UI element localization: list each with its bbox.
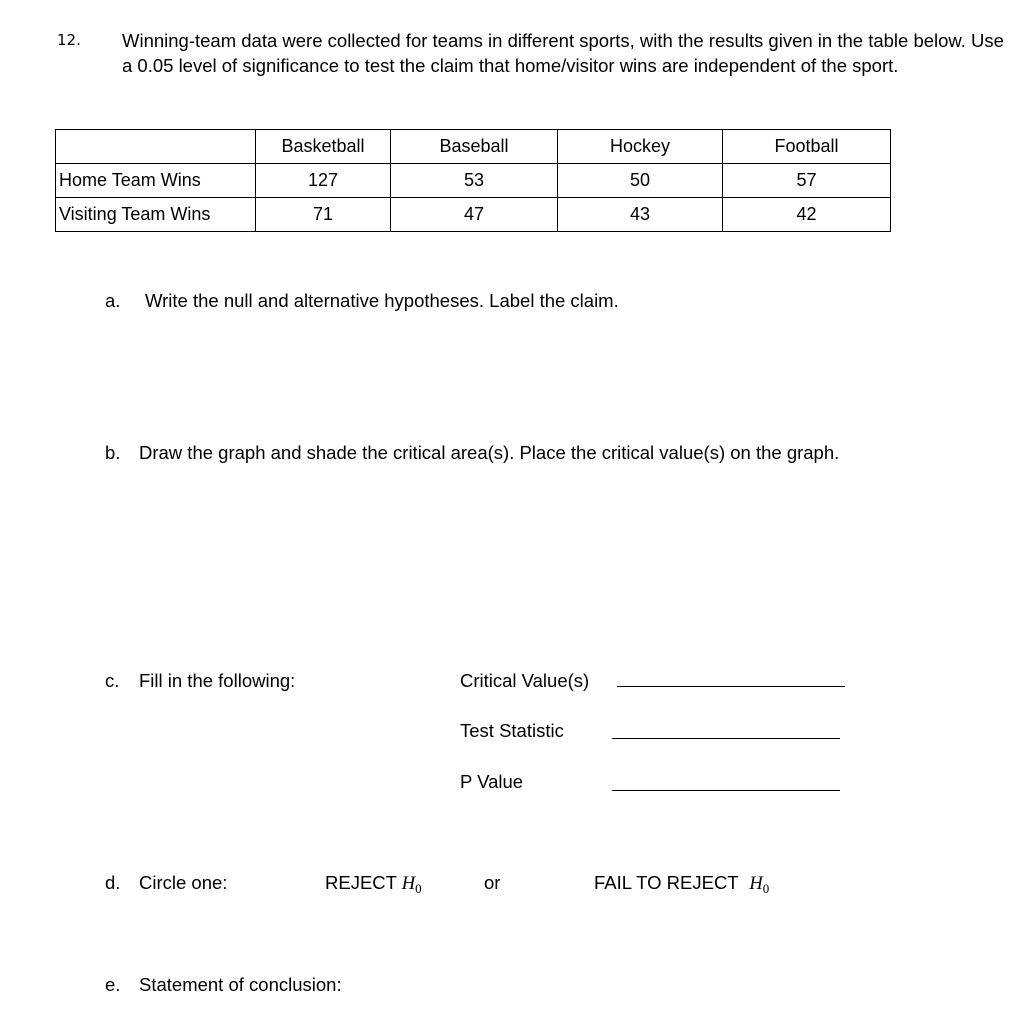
test-statistic-blank[interactable] (612, 738, 840, 739)
part-e-letter: e. (105, 974, 121, 995)
table-cell: 50 (558, 164, 723, 198)
table-cell: 53 (391, 164, 558, 198)
part-d-text: Circle one: (139, 872, 228, 893)
reject-option[interactable] (325, 872, 422, 897)
winning-team-table (55, 129, 891, 232)
fail-to-reject-label: FAIL TO REJECT (594, 872, 739, 893)
table-row (56, 164, 891, 198)
p-value-label: P Value (460, 771, 524, 792)
table-header-cell: Football (723, 130, 891, 164)
row-label: Home Team Wins (56, 164, 256, 198)
h-null-symbol: $H_0$ (401, 874, 422, 896)
table-header-cell: Baseball (391, 130, 558, 164)
part-b-letter: b. (105, 442, 121, 463)
part-c-text: Fill in the following: (139, 670, 296, 691)
table-cell: 71 (256, 198, 391, 232)
part-a-letter: a. (105, 290, 121, 311)
question-number: 12. (57, 31, 81, 49)
table-header-row (56, 130, 891, 164)
test-statistic-label: Test Statistic (460, 720, 564, 741)
part-e-text: Statement of conclusion: (139, 974, 342, 995)
table-cell: 47 (391, 198, 558, 232)
table-cell: 57 (723, 164, 891, 198)
table-cell: 43 (558, 198, 723, 232)
critical-value-label: Critical Value(s) (460, 670, 590, 691)
p-value-blank[interactable] (612, 790, 840, 791)
row-label: Visiting Team Wins (56, 198, 256, 232)
fail-to-reject-option[interactable] (594, 872, 769, 897)
part-d-letter: d. (105, 872, 121, 893)
part-a-text: Write the null and alternative hypotheses. Label the claim. (145, 290, 619, 311)
part-c-letter: c. (105, 670, 120, 691)
table-cell: 42 (723, 198, 891, 232)
table-header-cell: Basketball (256, 130, 391, 164)
table-cell: 127 (256, 164, 391, 198)
table-row (56, 198, 891, 232)
table-header-cell (56, 130, 256, 164)
question-text: Winning-team data were collected for teams in different sports, with the results given in the table below. Use a 0.05 level of significance to test the claim that home/visitor wins are independent of the sport. (122, 30, 1004, 76)
critical-value-blank[interactable] (617, 686, 845, 687)
reject-label: REJECT (325, 872, 397, 893)
h-null-symbol: $H_0$ (749, 874, 770, 896)
part-b-text: Draw the graph and shade the critical area(s). Place the critical value(s) on the graph. (139, 442, 840, 463)
or-text: or (484, 872, 501, 893)
table-header-cell: Hockey (558, 130, 723, 164)
